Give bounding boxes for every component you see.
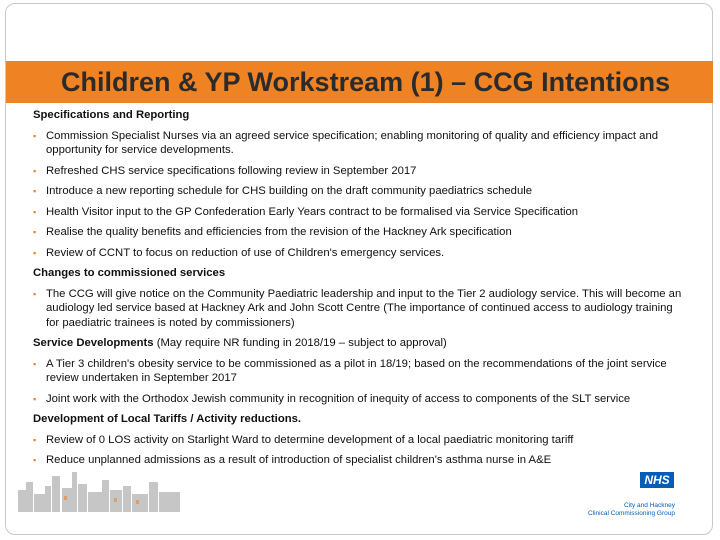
slide-content	[33, 108, 688, 474]
bullet-list-changes	[33, 287, 688, 331]
skyline-illustration	[18, 468, 180, 512]
list-item: ▪ Joint work with the Orthodox Jewish community in recognition of inequity of access to components of the SLT service	[33, 392, 631, 405]
nhs-org-name	[588, 502, 675, 517]
list-item: ▪ A Tier 3 children's obesity service to be commissioned as a pilot in 18/19; based on the recommendations of the joint service review undertaken in September 2017	[33, 357, 667, 384]
bullet-list-service-developments	[33, 357, 688, 407]
bullet-icon: ▪	[33, 288, 37, 299]
list-item: ▪ Review of CCNT to focus on reduction of use of Children's emergency services.	[33, 246, 445, 259]
section-heading-tariffs: Development of Local Tariffs / Activity reductions.	[33, 413, 302, 425]
bullet-icon: ▪	[33, 227, 37, 237]
bullet-list-specifications	[33, 129, 688, 261]
bullet-icon: ▪	[33, 165, 37, 176]
slide-title: Children & YP Workstream (1) – CCG Intentions	[61, 67, 671, 97]
section-heading-note: (May require NR funding in 2018/19 – subject to approval)	[153, 337, 447, 349]
list-item: ▪ Realise the quality benefits and efficiencies from the revision of the Hackney Ark specification	[33, 226, 512, 238]
bullet-icon: ▪	[33, 393, 37, 404]
list-item: ▪ Introduce a new reporting schedule for CHS building on the draft community paediatrics schedule	[33, 185, 533, 197]
section-heading-service-developments	[33, 336, 688, 351]
list-item: ▪ Commission Specialist Nurses via an agreed service specification; enabling monitoring of quality and efficiency impact and opportunity for service developments.	[33, 129, 659, 156]
list-item: ▪ The CCG will give notice on the Community Paediatric leadership and input to the Tier 2 audiology service. This will become an audiology led service based at Hackney Ark and John Scott Centre (The importance of continued access to audiology training for paediatric trainees is noted by commissioners)	[33, 287, 682, 329]
title-band	[6, 61, 713, 103]
nhs-logo	[575, 472, 675, 516]
list-item: ▪ Refreshed CHS service specifications following review in September 2017	[33, 164, 417, 177]
list-item: ▪ Reduce unplanned admissions as a result of introduction of specialist children's asthma nurse in A&E	[33, 454, 552, 466]
list-item: ▪ Review of 0 LOS activity on Starlight Ward to determine development of a local paediatric monitoring tariff	[33, 433, 574, 446]
bullet-list-tariffs	[33, 433, 688, 468]
section-heading-specifications: Specifications and Reporting	[33, 109, 190, 121]
bullet-icon: ▪	[33, 358, 37, 369]
bullet-icon: ▪	[33, 247, 37, 258]
nhs-org-line1: City and Hackney	[624, 502, 675, 509]
section-heading-bold: Service Developments	[33, 337, 154, 349]
bullet-icon: ▪	[33, 186, 37, 196]
bullet-icon: ▪	[33, 455, 37, 465]
list-item: ▪ Health Visitor input to the GP Confederation Early Years contract to be formalised via Service Specification	[33, 205, 579, 218]
nhs-org-line2: Clinical Commissioning Group	[587, 509, 675, 517]
bullet-icon: ▪	[33, 130, 37, 141]
bullet-icon: ▪	[33, 206, 37, 217]
section-heading-changes: Changes to commissioned services	[33, 267, 226, 279]
nhs-badge: NHS	[640, 472, 674, 488]
bullet-icon: ▪	[33, 434, 37, 445]
